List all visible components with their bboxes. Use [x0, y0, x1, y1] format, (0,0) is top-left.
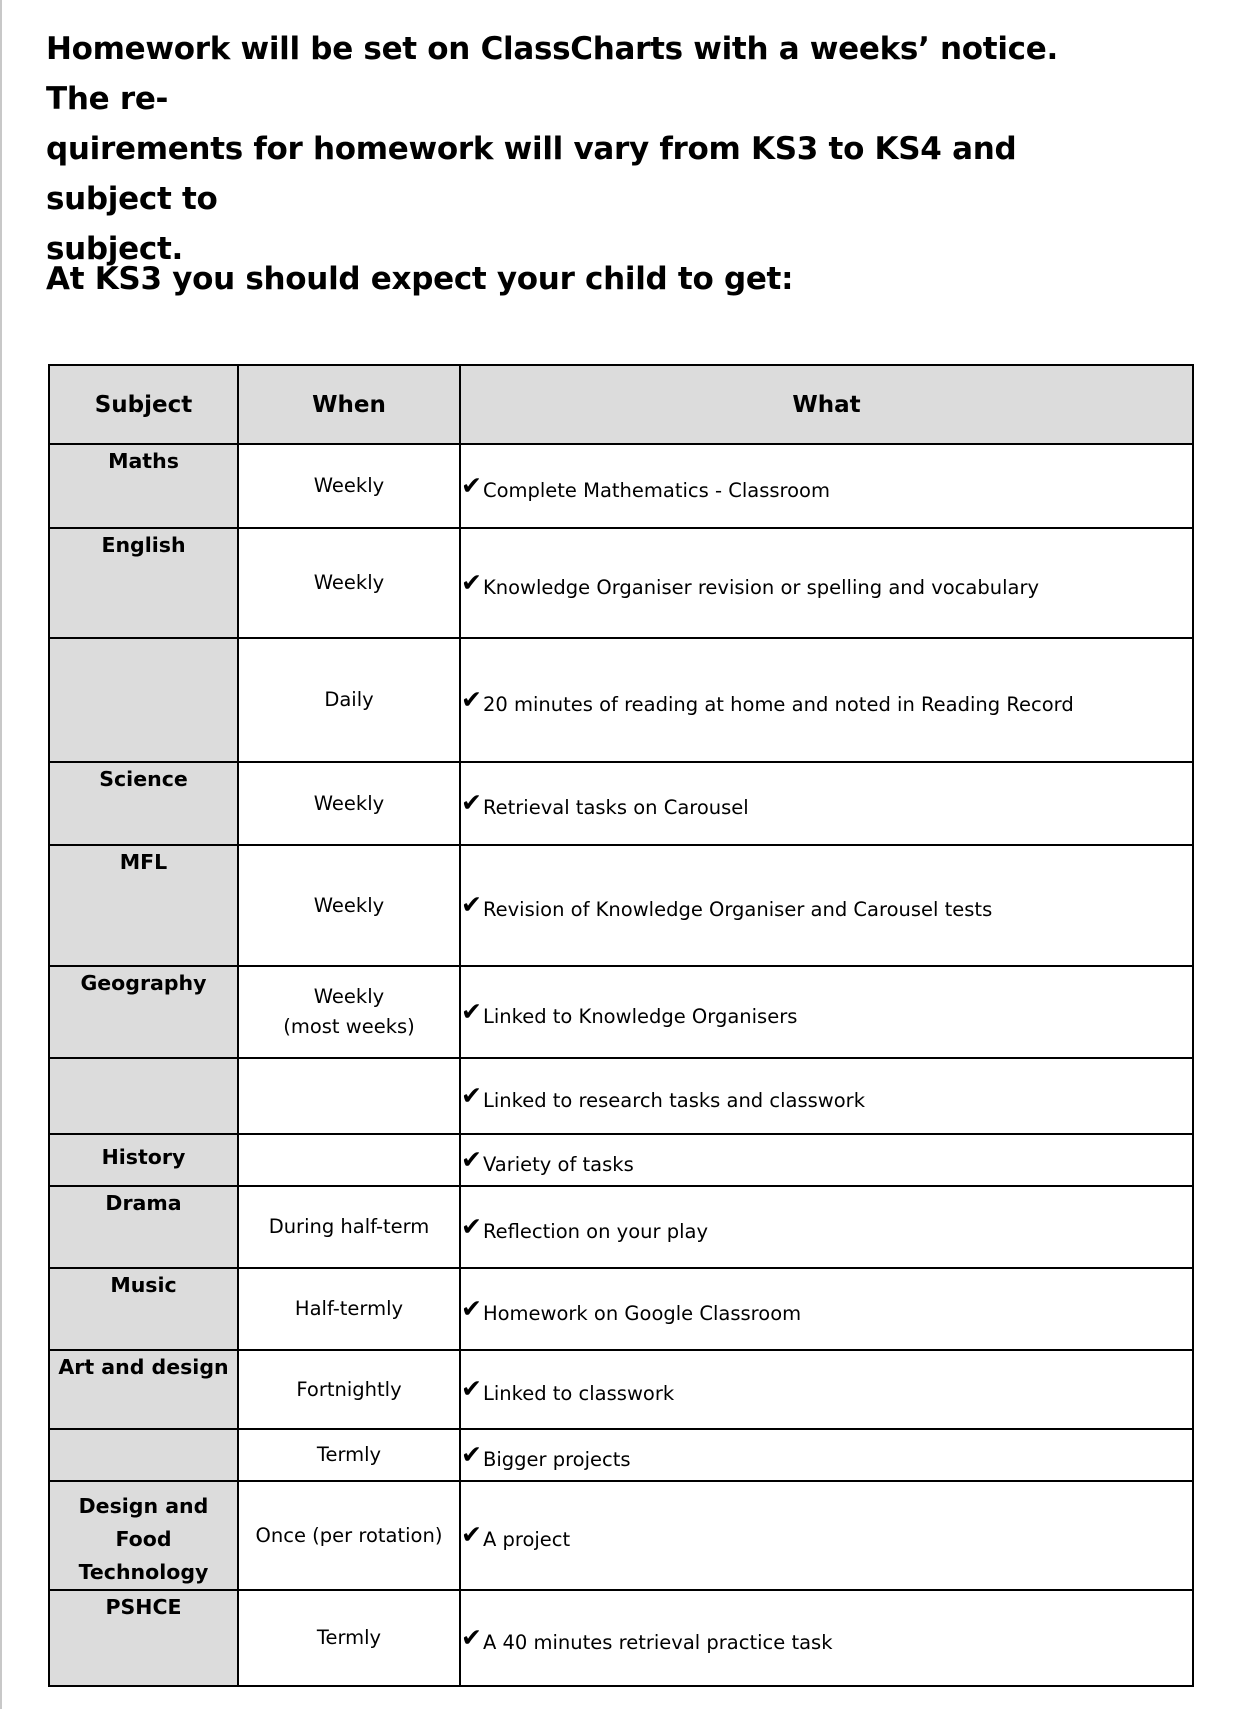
checkmark-icon: ✔	[461, 788, 482, 817]
subject-cell: Art and design	[49, 1350, 238, 1429]
when-cell: Termly	[238, 1590, 460, 1686]
intro-line: Homework will be set on ClassCharts with a weeks’ notice. The re-	[46, 31, 1058, 117]
what-cell	[460, 1134, 1193, 1186]
subject-cell	[49, 1058, 238, 1134]
checkmark-icon: ✔	[461, 567, 482, 597]
subject-cell: PSHCE	[49, 1590, 238, 1686]
when-cell	[238, 1058, 460, 1134]
checkmark-icon: ✔	[461, 1293, 482, 1323]
table-row	[49, 1481, 1193, 1590]
checkmark-icon: ✔	[461, 1622, 482, 1652]
checkmark-icon: ✔	[461, 684, 482, 714]
table-header-row	[49, 365, 1193, 444]
table-row	[49, 1134, 1193, 1186]
what-cell	[460, 1590, 1193, 1686]
when-cell: During half-term	[238, 1186, 460, 1268]
table-row	[49, 1186, 1193, 1268]
homework-table	[48, 364, 1194, 1687]
what-cell	[460, 966, 1193, 1058]
what-text: Retrieval tasks on Carousel	[482, 796, 749, 819]
what-cell	[460, 444, 1193, 528]
when-cell: Once (per rotation)	[238, 1481, 460, 1590]
table-row	[49, 1429, 1193, 1481]
table-row	[49, 762, 1193, 845]
what-cell	[460, 762, 1193, 845]
what-text: Variety of tasks	[482, 1152, 634, 1176]
subject-cell: History	[49, 1134, 238, 1186]
what-text: Knowledge Organiser revision or spelling and vocabulary	[482, 575, 1040, 599]
what-text: Bigger projects	[482, 1447, 631, 1471]
when-cell: Half-termly	[238, 1268, 460, 1350]
what-cell	[460, 638, 1193, 762]
section-heading: At KS3 you should expect your child to get:	[46, 261, 794, 297]
subject-cell: Maths	[49, 444, 238, 528]
subject-cell: Geography	[49, 966, 238, 1058]
subject-line: Design and Food	[78, 1494, 209, 1551]
checkmark-icon: ✔	[461, 1080, 482, 1110]
what-text: 20 minutes of reading at home and noted in Reading Record	[482, 692, 1074, 716]
header-what: What	[460, 365, 1193, 444]
subject-cell: English	[49, 528, 238, 638]
checkmark-icon: ✔	[461, 1144, 482, 1174]
when-cell	[238, 1134, 460, 1186]
intro-paragraph	[46, 24, 1106, 274]
when-cell: Fortnightly	[238, 1350, 460, 1429]
what-text: Reflection on your play	[482, 1219, 708, 1243]
subject-line: Technology	[78, 1560, 209, 1584]
when-cell: Weekly	[238, 528, 460, 638]
intro-line: quirements for homework will vary from KS3 to KS4 and subject to	[46, 131, 1017, 217]
subject-cell: Music	[49, 1268, 238, 1350]
what-cell	[460, 528, 1193, 638]
checkmark-icon: ✔	[461, 890, 482, 919]
subject-cell: MFL	[49, 845, 238, 966]
what-text: Complete Mathematics - Classroom	[482, 478, 830, 502]
what-text: Homework on Google Classroom	[482, 1301, 802, 1325]
subject-cell: Drama	[49, 1186, 238, 1268]
what-text: Linked to Knowledge Organisers	[482, 1004, 798, 1028]
checkmark-icon: ✔	[461, 1374, 482, 1403]
table-row	[49, 444, 1193, 528]
table-row	[49, 528, 1193, 638]
when-cell: Weekly	[238, 762, 460, 845]
page-edge-rule	[0, 0, 2, 1709]
what-cell	[460, 1429, 1193, 1481]
checkmark-icon: ✔	[461, 1520, 482, 1549]
table-row	[49, 1350, 1193, 1429]
subject-cell	[49, 1429, 238, 1481]
header-when: When	[238, 365, 460, 444]
what-cell	[460, 1350, 1193, 1429]
what-text: Linked to research tasks and classwork	[482, 1088, 865, 1112]
when-cell: Termly	[238, 1429, 460, 1481]
what-cell	[460, 1481, 1193, 1590]
table-row	[49, 1268, 1193, 1350]
header-subject: Subject	[49, 365, 238, 444]
subject-cell: Science	[49, 762, 238, 845]
when-cell: Weekly	[238, 444, 460, 528]
what-cell	[460, 845, 1193, 966]
when-cell: Daily	[238, 638, 460, 762]
table-row	[49, 1590, 1193, 1686]
what-cell	[460, 1186, 1193, 1268]
table-row	[49, 1058, 1193, 1134]
what-text: Linked to classwork	[482, 1382, 675, 1405]
intro-line: subject.	[46, 231, 183, 267]
what-text: A 40 minutes retrieval practice task	[482, 1630, 833, 1654]
when-cell: Weekly	[238, 845, 460, 966]
checkmark-icon: ✔	[461, 996, 482, 1026]
what-text: A project	[482, 1528, 571, 1551]
what-cell	[460, 1268, 1193, 1350]
what-text: Revision of Knowledge Organiser and Carousel tests	[482, 898, 993, 921]
when-line: Weekly	[313, 985, 385, 1008]
table-row	[49, 966, 1193, 1058]
checkmark-icon: ✔	[461, 1439, 482, 1469]
what-cell	[460, 1058, 1193, 1134]
checkmark-icon: ✔	[461, 1211, 482, 1241]
checkmark-icon: ✔	[461, 470, 482, 500]
when-cell	[238, 966, 460, 1058]
table-row	[49, 845, 1193, 966]
when-note: (most weeks)	[283, 1015, 415, 1038]
subject-cell	[49, 1481, 238, 1590]
subject-cell	[49, 638, 238, 762]
table-row	[49, 638, 1193, 762]
